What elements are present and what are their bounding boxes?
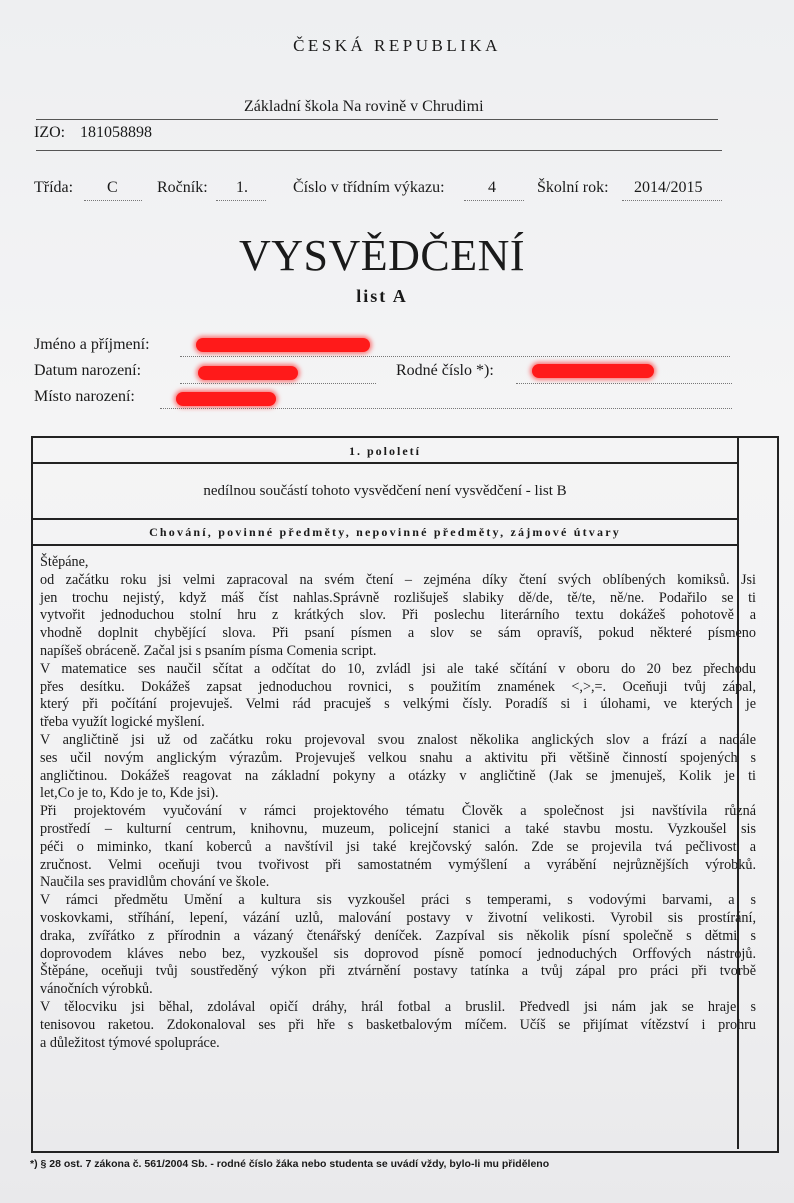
evaluation-line: angličtinou. Dokážeš reagovat na základní pokyny a otázky v angličtině (Jak se jmenuješ, Kolik je ti xyxy=(40,767,756,784)
evaluation-line: V tělocviku jsi běhal, zdolával opičí dráhy, hrál fotbal a bruslil. Předvedl jsi nám jak se hraje s xyxy=(40,998,756,1015)
document-title: VYSVĚDČENÍ xyxy=(238,231,526,280)
izo-underline xyxy=(36,150,722,151)
birth-number-underline xyxy=(516,383,732,384)
birth-date-label: Datum narození: xyxy=(34,362,142,379)
rok-value: 2014/2015 xyxy=(634,179,703,196)
school-name: Základní škola Na rovině v Chrudimi xyxy=(244,98,484,115)
evaluation-line: voskovkami, stříhání, lepení, vázání uzlů, malování postavy v životní velikosti. Vyrobil sis prostírání, xyxy=(40,909,756,926)
section-heading: Chování, povinné předměty, nepovinné předměty, zájmové útvary xyxy=(149,525,621,539)
birth-number-redaction xyxy=(532,364,654,378)
birth-place-redaction xyxy=(176,392,276,406)
evaluation-line: Při projektovém vyučování v rámci projektového tématu Člověk a společnost jsi navštívila různá xyxy=(40,803,756,820)
evaluation-line: V rámci předmětu Umění a kultura sis vyzkoušel práci s temperami, s vodovými barvami, a s xyxy=(40,892,756,909)
name-label: Jméno a příjmení: xyxy=(34,336,150,353)
evaluation-line: vhodně doplnit chybějící slova. Při psaní písmen a slov se sám opravíš, pokud některé písmeno xyxy=(40,625,756,642)
cislo-value: 4 xyxy=(488,179,496,196)
trida-label: Třída: xyxy=(34,179,74,196)
birth-place-label: Místo narození: xyxy=(34,388,135,405)
evaluation-line: draka, zvířátko z přírodnin a vázaný čtenářský deníček. Zazpíval sis několik písní společně s dětmi s xyxy=(40,927,756,944)
evaluation-line: ses učil novým anglickým výrazům. Projevuješ velkou snahu a aktivitu při většině činností spojených s xyxy=(40,749,756,766)
period-heading: 1. pololetí xyxy=(349,444,421,458)
rok-label: Školní rok: xyxy=(537,179,609,196)
izo-label: IZO: xyxy=(34,124,66,141)
note-divider xyxy=(31,518,739,520)
footnote: *) § 28 ost. 7 zákona č. 561/2004 Sb. - rodné číslo žáka nebo studenta se uvádí vždy, bylo-li mu přiděleno xyxy=(30,1158,550,1170)
trida-value: C xyxy=(107,179,118,196)
school-underline xyxy=(36,119,718,120)
evaluation-line: vánočních výrobků. xyxy=(40,981,153,998)
name-redaction xyxy=(196,338,370,352)
rocnik-value: 1. xyxy=(236,179,248,196)
name-underline xyxy=(180,356,730,357)
birth-date-underline xyxy=(180,383,376,384)
country-heading: ČESKÁ REPUBLIKA xyxy=(293,36,501,55)
evaluation-line: prostředí – kulturní centrum, knihovnu, muzeum, policejní stanici a také stavbu mostu. Vyzkoušel sis xyxy=(40,820,756,837)
evaluation-line: napíšeš obráceně. Začal jsi s psaním písma Comenia script. xyxy=(40,642,377,659)
evaluation-line: a důležitost týmové spolupráce. xyxy=(40,1034,220,1051)
evaluation-line: Štěpáne, xyxy=(40,554,89,570)
izo-value: 181058898 xyxy=(80,124,152,141)
evaluation-line: let,Co je to, Kdo je to, Kde jsi). xyxy=(40,785,219,802)
birth-number-label: Rodné číslo *): xyxy=(396,362,494,379)
evaluation-line: Štěpáne, oceňuji tvůj soustředěný výkon při ztvárnění postavy tatínka a tvůj zápal pro práci při tvorbě xyxy=(40,963,756,980)
evaluation-line: zručnost. Velmi oceňuji tvou tvořivost při samostatném vymýšlení a vyrábění nejrůznějších výrobků. xyxy=(40,856,756,873)
evaluation-line: doprovodem kláves nebo bez, vyzkoušel sis doprovod písně pomocí jednoduchých Orffových nástrojů. xyxy=(40,945,756,962)
birth-date-redaction xyxy=(198,366,298,380)
list-b-note: nedílnou součástí tohoto vysvědčení není vysvědčení - list B xyxy=(203,483,567,499)
rok-underline xyxy=(622,200,722,201)
evaluation-line: V matematice ses naučil sčítat a odčítat do 10, zvládl jsi ale také sčítání v oboru do 20 bez přechodu xyxy=(40,660,756,677)
rocnik-label: Ročník: xyxy=(157,179,208,196)
evaluation-line: třeba využít logické myšlení. xyxy=(40,714,205,731)
document-subtitle: list A xyxy=(356,286,408,306)
birth-place-underline xyxy=(160,408,732,409)
rocnik-underline xyxy=(216,200,266,201)
section-divider xyxy=(31,544,739,546)
evaluation-line: od začátku roku jsi velmi zapracoval na svém čtení – zejména díky čtení svých oblíbených komiksů. Jsi xyxy=(40,571,756,588)
evaluation-line: vytvořit jednoduchou stolní hru z krátkých slov. Při poslechu literárního textu dokážeš pohotově a xyxy=(40,607,756,624)
evaluation-line: jen trochu nejistý, když máš číst nahlas.Správně rozlišuješ slabiky dě/de, tě/te, ně/ne. Podařilo se ti xyxy=(40,589,756,606)
evaluation-line: tenisovou raketou. Zdokonaloval ses při hře s basketbalovým míčem. Učíš se přijímat vítězství i prohru xyxy=(40,1016,756,1033)
evaluation-line: V angličtině jsi už od začátku roku projevoval svou znalost několika anglických slov a frází a nadále xyxy=(40,731,756,748)
period-divider xyxy=(31,462,739,464)
evaluation-line: péči o miminko, tkaní koberců a navštívil jsi také krejčovský salón. Zde se projevila tvá pečlivost a xyxy=(40,838,756,855)
cislo-underline xyxy=(464,200,524,201)
evaluation-line: Naučila ses pravidlům chování ve škole. xyxy=(40,874,270,891)
evaluation-text xyxy=(40,554,756,1052)
cislo-label: Číslo v třídním výkazu: xyxy=(293,179,445,196)
evaluation-line: přes desítku. Dokážeš zapsat jednoduchou rovnici, s použitím znamének <,>,=. Oceňuji tvůj zápal, xyxy=(40,678,756,695)
trida-underline xyxy=(84,200,142,201)
evaluation-line: který při počítání projevuješ. Velmi rád pracuješ s velkými čísly. Poradíš si i úlohami, ve kterých je xyxy=(40,696,756,713)
